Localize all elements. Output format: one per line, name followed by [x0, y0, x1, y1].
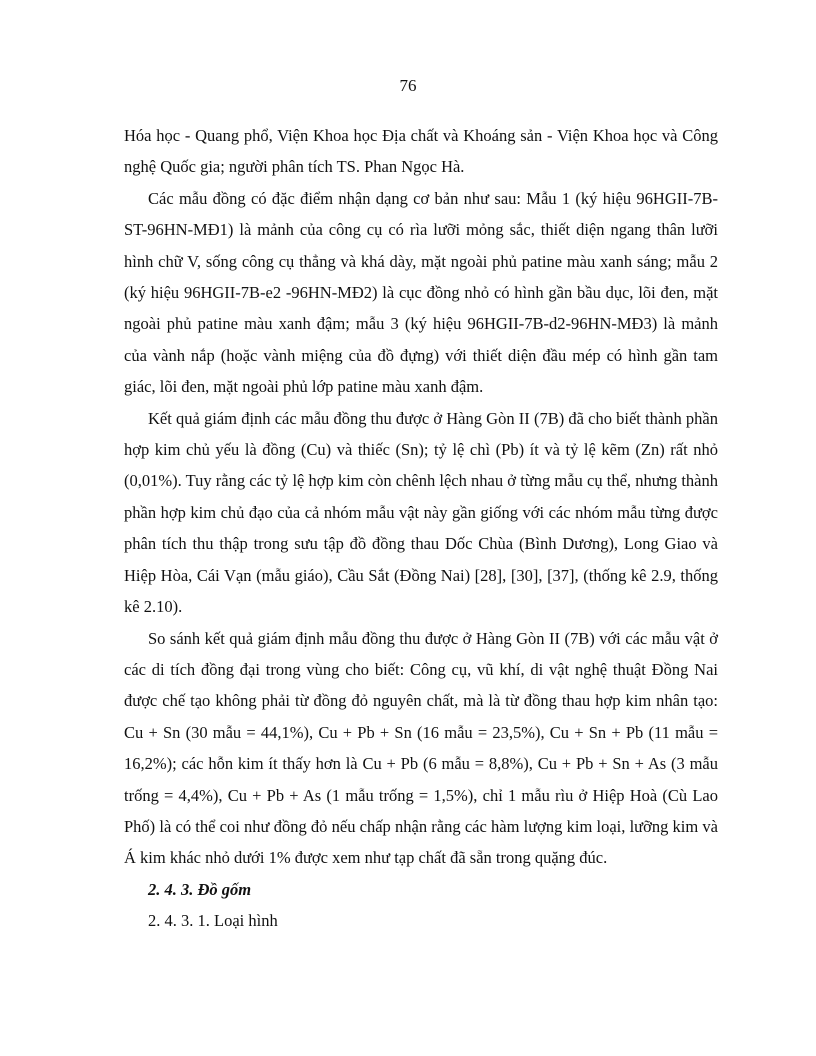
- subsection-heading: 2. 4. 3. 1. Loại hình: [148, 911, 278, 931]
- section-heading: 2. 4. 3. Đồ gốm: [148, 879, 252, 899]
- paragraph-comparison: So sánh kết quả giám định mẫu đồng thu được ở Hàng Gòn II (7B) với các mẫu vật ở các di tích đồng đại trong vùng cho biết: Công cụ, vũ khí, di vật nghệ thuật Đồng Nai được chế tạo không phải từ đồng đỏ nguyên chất, mà là từ đồng thau hợp kim nhân tạo: Cu + Sn (30 mẫu = 44,1%), Cu + Pb + Sn (16 mẫu = 23,5%), Cu + Sn + Pb (11 mẫu = 16,2%); các hỗn kim ít thấy hơn là Cu + Pb (6 mẫu = 8,8%), Cu + Pb + Sn + As (3 mẫu trống = 4,4%), Cu + Pb + As (1 mẫu trống = 1,5%), chỉ 1 mẫu rìu ở Hiệp Hoà (Cù Lao Phố) là có thể coi như đồng đỏ nếu chấp nhận rằng các hàm lượng kim loại, lưỡng kim và Á kim khác nhỏ dưới 1% được xem như tạp chất đã sẵn trong quặng đúc.: [124, 628, 718, 868]
- body-text: [124, 120, 718, 937]
- paragraph-sample-description: Các mẫu đồng có đặc điểm nhận dạng cơ bản như sau: Mẫu 1 (ký hiệu 96HGII-7B-ST-96HN-MĐ1) là mảnh của công cụ có rìa lưỡi mỏng sắc, thiết diện ngang thân lưỡi hình chữ V, sống công cụ thẳng và khá dày, mặt ngoài phủ patine màu xanh sáng; mẫu 2 (ký hiệu 96HGII-7B-e2 -96HN-MĐ2) là cục đồng nhỏ có hình gần bầu dục, lõi đen, mặt ngoài phủ patine màu xanh đậm; mẫu 3 (ký hiệu 96HGII-7B-d2-96HN-MĐ3) là mảnh của vành nắp (hoặc vành miệng của đồ đựng) với thiết diện đầu mép có hình gần tam giác, lõi đen, mặt ngoài phủ lớp patine màu xanh đậm.: [124, 188, 718, 397]
- paragraph-analysis-results: Kết quả giám định các mẫu đồng thu được ở Hàng Gòn II (7B) đã cho biết thành phần hợp kim chủ yếu là đồng (Cu) và thiếc (Sn); tỷ lệ chì (Pb) ít và tỷ lệ kẽm (Zn) rất nhỏ (0,01%). Tuy rằng các tỷ lệ hợp kim còn chênh lệch nhau ở từng mẫu cụ thể, nhưng thành phần hợp kim chủ đạo của cả nhóm mẫu vật này gần giống với các nhóm mẫu từng được phân tích thu thập trong sưu tập đồ đồng thau Dốc Chùa (Bình Dương), Long Giao và Hiệp Hòa, Cái Vạn (mẫu giáo), Cầu Sắt (Đồng Nai) [28], [30], [37], (thống kê 2.9, thống kê 2.10).: [124, 408, 718, 617]
- paragraph-continuation: Hóa học - Quang phổ, Viện Khoa học Địa chất và Khoáng sản - Viện Khoa học và Công nghệ Quốc gia; người phân tích TS. Phan Ngọc Hà.: [124, 126, 718, 177]
- page-number: 76: [399, 76, 417, 95]
